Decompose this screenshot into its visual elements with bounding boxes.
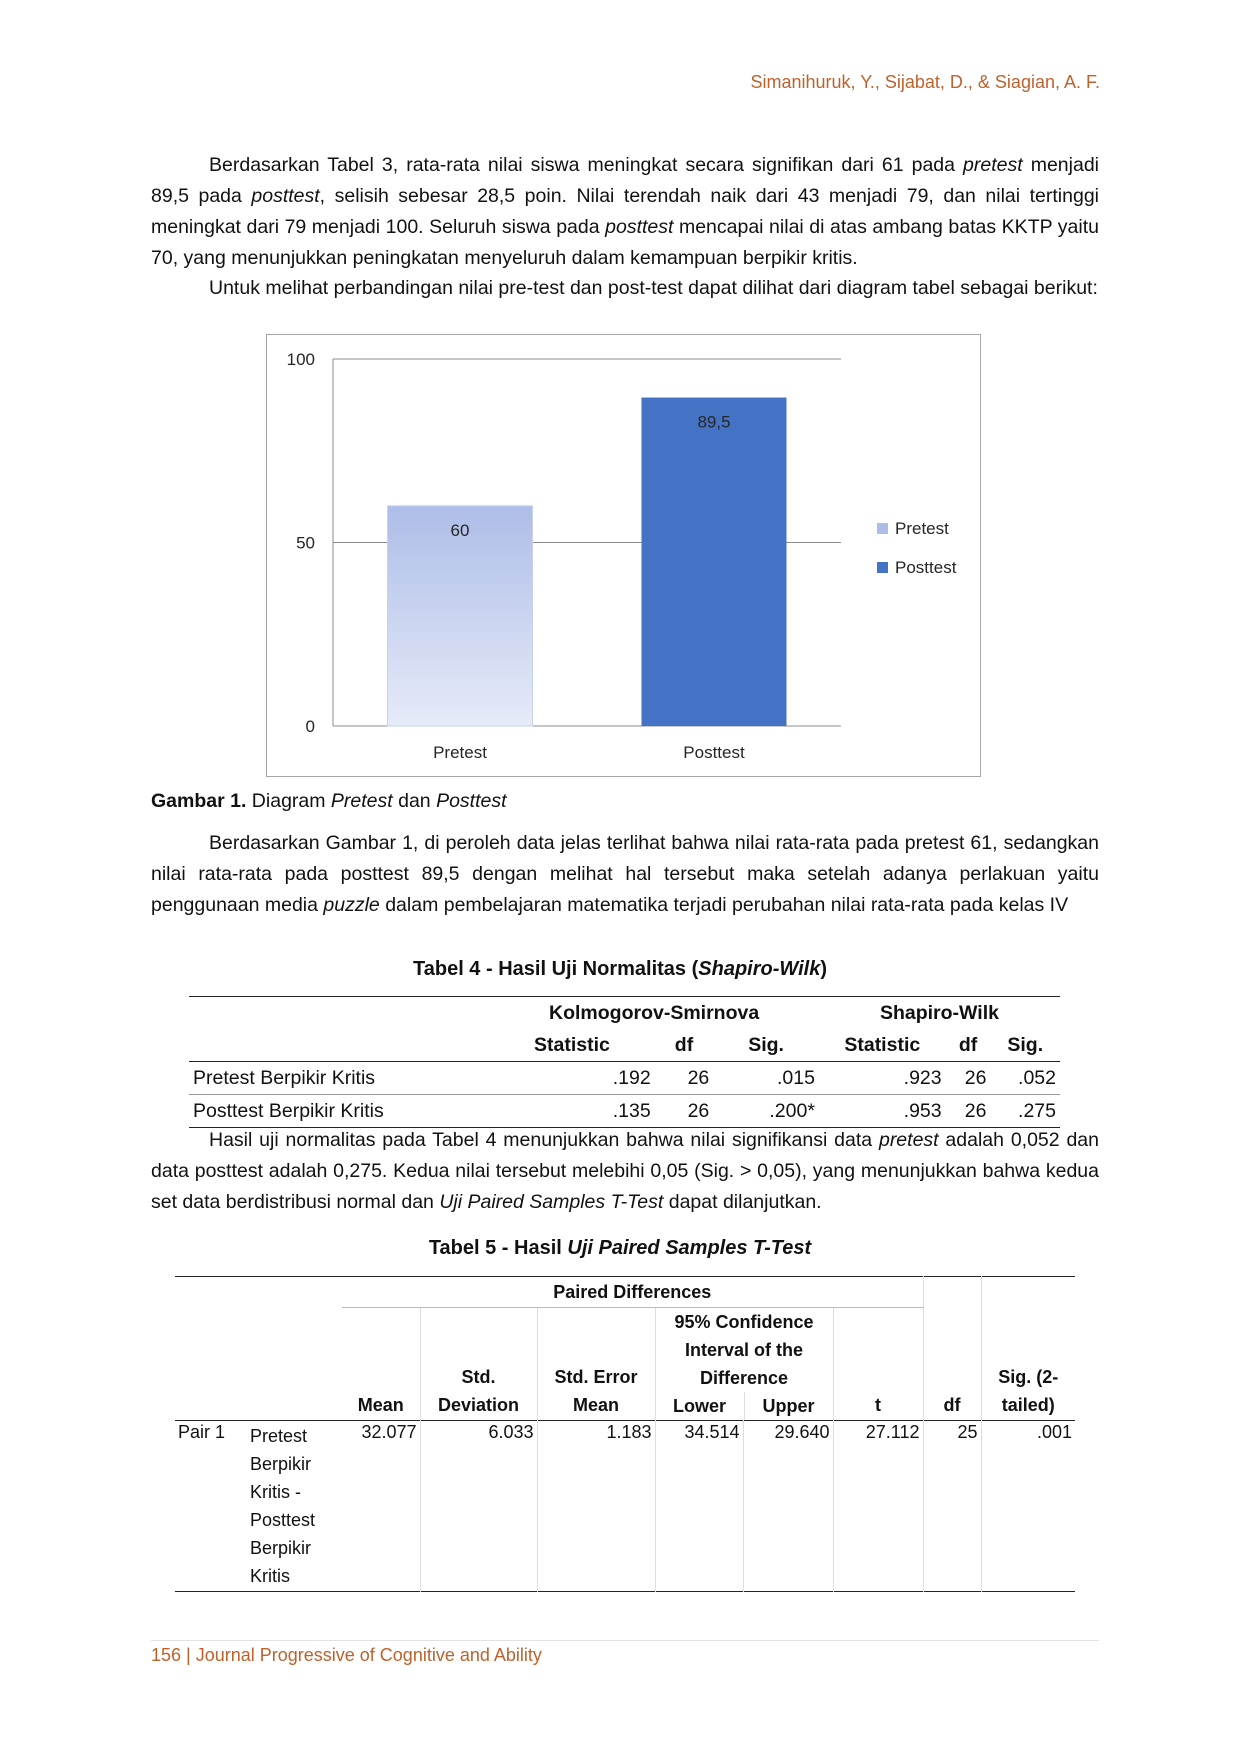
table-cell: 6.033 (420, 1421, 537, 1592)
x-tick-label: Posttest (683, 743, 745, 762)
table-5-header-mean: Mean (357, 1395, 404, 1415)
x-tick-label: Pretest (433, 743, 487, 762)
table-cell: .135 (612, 1099, 651, 1122)
running-header-authors: Simanihuruk, Y., Sijabat, D., & Siagian, A. F. (750, 72, 1100, 92)
table-5-header-sig: Sig. (2-tailed) (981, 1308, 1075, 1421)
legend-label: Pretest (895, 519, 949, 538)
table-5-header-std-dev: Std. Deviation (420, 1308, 537, 1421)
footer-rule (151, 1640, 1099, 1641)
paired-differences-header: Paired Differences (342, 1277, 923, 1308)
table-4-title: Tabel 4 - Hasil Uji Normalitas (Shapiro-Wilk) (413, 958, 827, 980)
footer-journal: 156 | Journal Progressive of Cognitive and Ability (151, 1645, 542, 1665)
bar-posttest (642, 398, 787, 726)
table-cell: 25 (923, 1421, 981, 1592)
table-4-header: Statistic (844, 1033, 921, 1056)
table-cell: 1.183 (537, 1421, 655, 1592)
table-5-header-std-err: Std. Error Mean (537, 1308, 655, 1421)
table-5-title: Tabel 5 - Hasil Uji Paired Samples T-Test (428, 1237, 812, 1259)
table-4-group-ks: Kolmogorov-Smirnova (549, 1001, 760, 1024)
table-cell: .923 (903, 1066, 942, 1089)
table-4-header: Statistic (534, 1033, 610, 1056)
table-cell: 27.112 (833, 1421, 923, 1592)
table-row (189, 1095, 1060, 1128)
normality-table (189, 996, 1060, 1128)
table-4-corner (189, 997, 489, 1030)
table-4-header: df (674, 1033, 694, 1056)
table-cell: 29.640 (743, 1421, 833, 1592)
table-5-header-lower: Lower (672, 1396, 726, 1416)
table-cell: .015 (776, 1066, 815, 1089)
table-cell: .052 (1018, 1066, 1056, 1089)
table-cell: 34.514 (655, 1421, 743, 1592)
table-row (189, 1062, 1060, 1095)
pair-description: Pretest Berpikir Kritis - Posttest Berpikir Kritis (250, 1426, 316, 1586)
ci-title: 95% Confidence Interval of the Difference (674, 1312, 814, 1388)
y-tick-label: 50 (296, 533, 315, 553)
legend-swatch (877, 523, 888, 534)
table-5-header-t: t (833, 1308, 923, 1421)
pair-label: Pair 1 (178, 1422, 226, 1442)
bar-chart-svg (267, 335, 980, 776)
paired-t-test-table (175, 1276, 1075, 1592)
legend-swatch (877, 562, 888, 573)
table-cell: .200* (769, 1099, 815, 1122)
y-tick-label: 0 (305, 717, 315, 736)
table-cell: 26 (964, 1066, 987, 1089)
bar-chart (266, 334, 981, 777)
table-4-header: df (958, 1033, 978, 1056)
table-cell: .001 (981, 1421, 1075, 1592)
y-tick-label: 100 (286, 350, 315, 369)
ci-subheaders (656, 1392, 833, 1420)
table-cell: 26 (687, 1099, 710, 1122)
table-cell: 32.077 (361, 1422, 417, 1442)
figure-caption: Gambar 1. Diagram Pretest dan Posttest (151, 790, 507, 812)
row-label: Posttest Berpikir Kritis (193, 1099, 384, 1122)
paragraph-2: Untuk melihat perbandingan nilai pre-test dan post-test dapat dilihat dari diagram tabel sebagai berikut: (209, 277, 1098, 299)
table-cell: 26 (687, 1066, 710, 1089)
row-label: Pretest Berpikir Kritis (193, 1066, 376, 1089)
table-4-header: Sig. (748, 1033, 784, 1056)
table-5-header-upper: Upper (744, 1392, 833, 1420)
paragraph-3: Berdasarkan Gambar 1, di peroleh data jelas terlihat bahwa nilai rata-rata pada pretest 61, sedangkan nilai rata-rata pada posttest 89,5 dengan melihat hal tersebut maka setelah adanya perlakuan yaitu penggunaan media puzzle dalam pembelajaran matematika terjadi perubahan nilai rata-rata pada kelas IV (151, 832, 1099, 916)
paragraph-4: Hasil uji normalitas pada Tabel 4 menunjukkan bahwa nilai signifikansi data pretest adalah 0,052 dan data posttest adalah 0,275. Kedua nilai tersebut melebihi 0,05 (Sig. > 0,05), yang menunjukkan bahwa kedua set data berdistribusi normal dan Uji Paired Samples T-Test dapat dilanjutkan. (151, 1129, 1099, 1213)
table-4-group-sw: Shapiro-Wilk (879, 1001, 999, 1024)
table-cell: 26 (964, 1099, 987, 1122)
table-cell: .192 (612, 1066, 651, 1089)
table-cell: .953 (903, 1099, 942, 1122)
table-4-header: Sig. (1007, 1033, 1044, 1056)
paragraph-1: Berdasarkan Tabel 3, rata-rata nilai siswa meningkat secara signifikan dari 61 pada pretest menjadi 89,5 pada posttest, selisih sebesar 28,5 poin. Nilai terendah naik dari 43 menjadi 79, dan nilai tertinggi meningkat dari 79 menjadi 100. Seluruh siswa pada posttest mencapai nilai di atas ambang batas KKTP yaitu 70, yang menunjukkan peningkatan menyeluruh dalam kemampuan berpikir kritis. (151, 154, 1099, 269)
data-label: 60 (450, 520, 470, 540)
table-5-ci-header (655, 1308, 833, 1421)
data-label: 89,5 (697, 412, 731, 432)
legend-label: Posttest (895, 558, 957, 577)
table-5-header-df: df (923, 1308, 981, 1421)
table-cell: .275 (1018, 1099, 1056, 1122)
table-row (175, 1421, 1075, 1592)
